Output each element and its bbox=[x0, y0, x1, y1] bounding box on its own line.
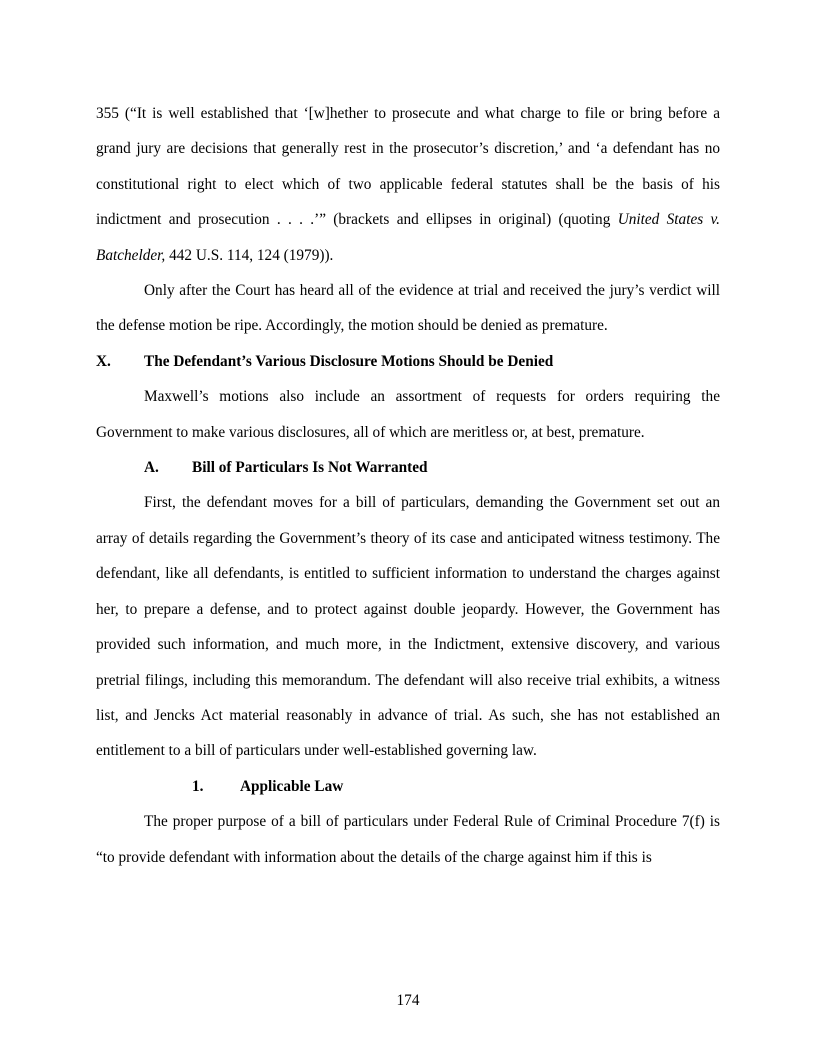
paragraph-ripeness: Only after the Court has heard all of the evidence at trial and received the jury’s verdict will the defense motion be ripe. Accordingly, the motion should be denied as premature. bbox=[96, 282, 720, 335]
heading-subsection-1-number: 1. bbox=[192, 777, 204, 795]
paragraph-text-part-2: 442 U.S. 114, 124 (1979)). bbox=[165, 246, 334, 264]
paragraph-bill-of-particulars: First, the defendant moves for a bill of particulars, demanding the Government set out an array of details regarding the Government’s theory of its case and anticipated witness testimony. The defendant, like all defendants, is entitled to sufficient information to understand the charges against her, to prepare a defense, and to protect against double jeopardy. However, the Government has provided such information, and much more, in the Indictment, extensive discovery, and various pretrial filings, including this memorandum. The defendant will also receive trial exhibits, a witness list, and Jencks Act material reasonably in advance of trial. As such, she has not established an entitlement to a bill of particulars under well-established governing law. bbox=[96, 494, 720, 760]
heading-subsection-1-title: Applicable Law bbox=[240, 777, 344, 795]
heading-subsection-1 bbox=[96, 769, 720, 804]
page-number: 174 bbox=[396, 992, 420, 1009]
heading-subsection-a bbox=[96, 450, 720, 485]
paragraph-text-part-1: 355 (“It is well established that ‘[w]hether to prosecute and what charge to file or bring before a grand jury are decisions that generally rest in the prosecutor’s discretion,’ and ‘a defendant has no constitutional right to elect which of two applicable federal statutes shall be the basis of his indictment and prosecution . . . .’” (brackets and ellipses in original) (quoting bbox=[96, 105, 720, 229]
heading-section-x-number: X. bbox=[96, 352, 111, 370]
heading-section-x-title: The Defendant’s Various Disclosure Motions Should be Denied bbox=[144, 352, 554, 370]
heading-section-x bbox=[96, 344, 720, 379]
case-citation-italic: United States v. Batchelder, bbox=[96, 211, 720, 264]
paragraph-applicable-law: The proper purpose of a bill of particulars under Federal Rule of Criminal Procedure 7(f) is “to provide defendant with information about the details of the charge against him if this is bbox=[96, 813, 720, 866]
paragraph-continuation bbox=[96, 96, 720, 273]
heading-subsection-a-number: A. bbox=[144, 459, 159, 477]
heading-subsection-a-title: Bill of Particulars Is Not Warranted bbox=[192, 459, 428, 477]
paragraph-disclosure-motions: Maxwell’s motions also include an assortment of requests for orders requiring the Government to make various disclosures, all of which are meritless or, at best, premature. bbox=[96, 388, 720, 441]
